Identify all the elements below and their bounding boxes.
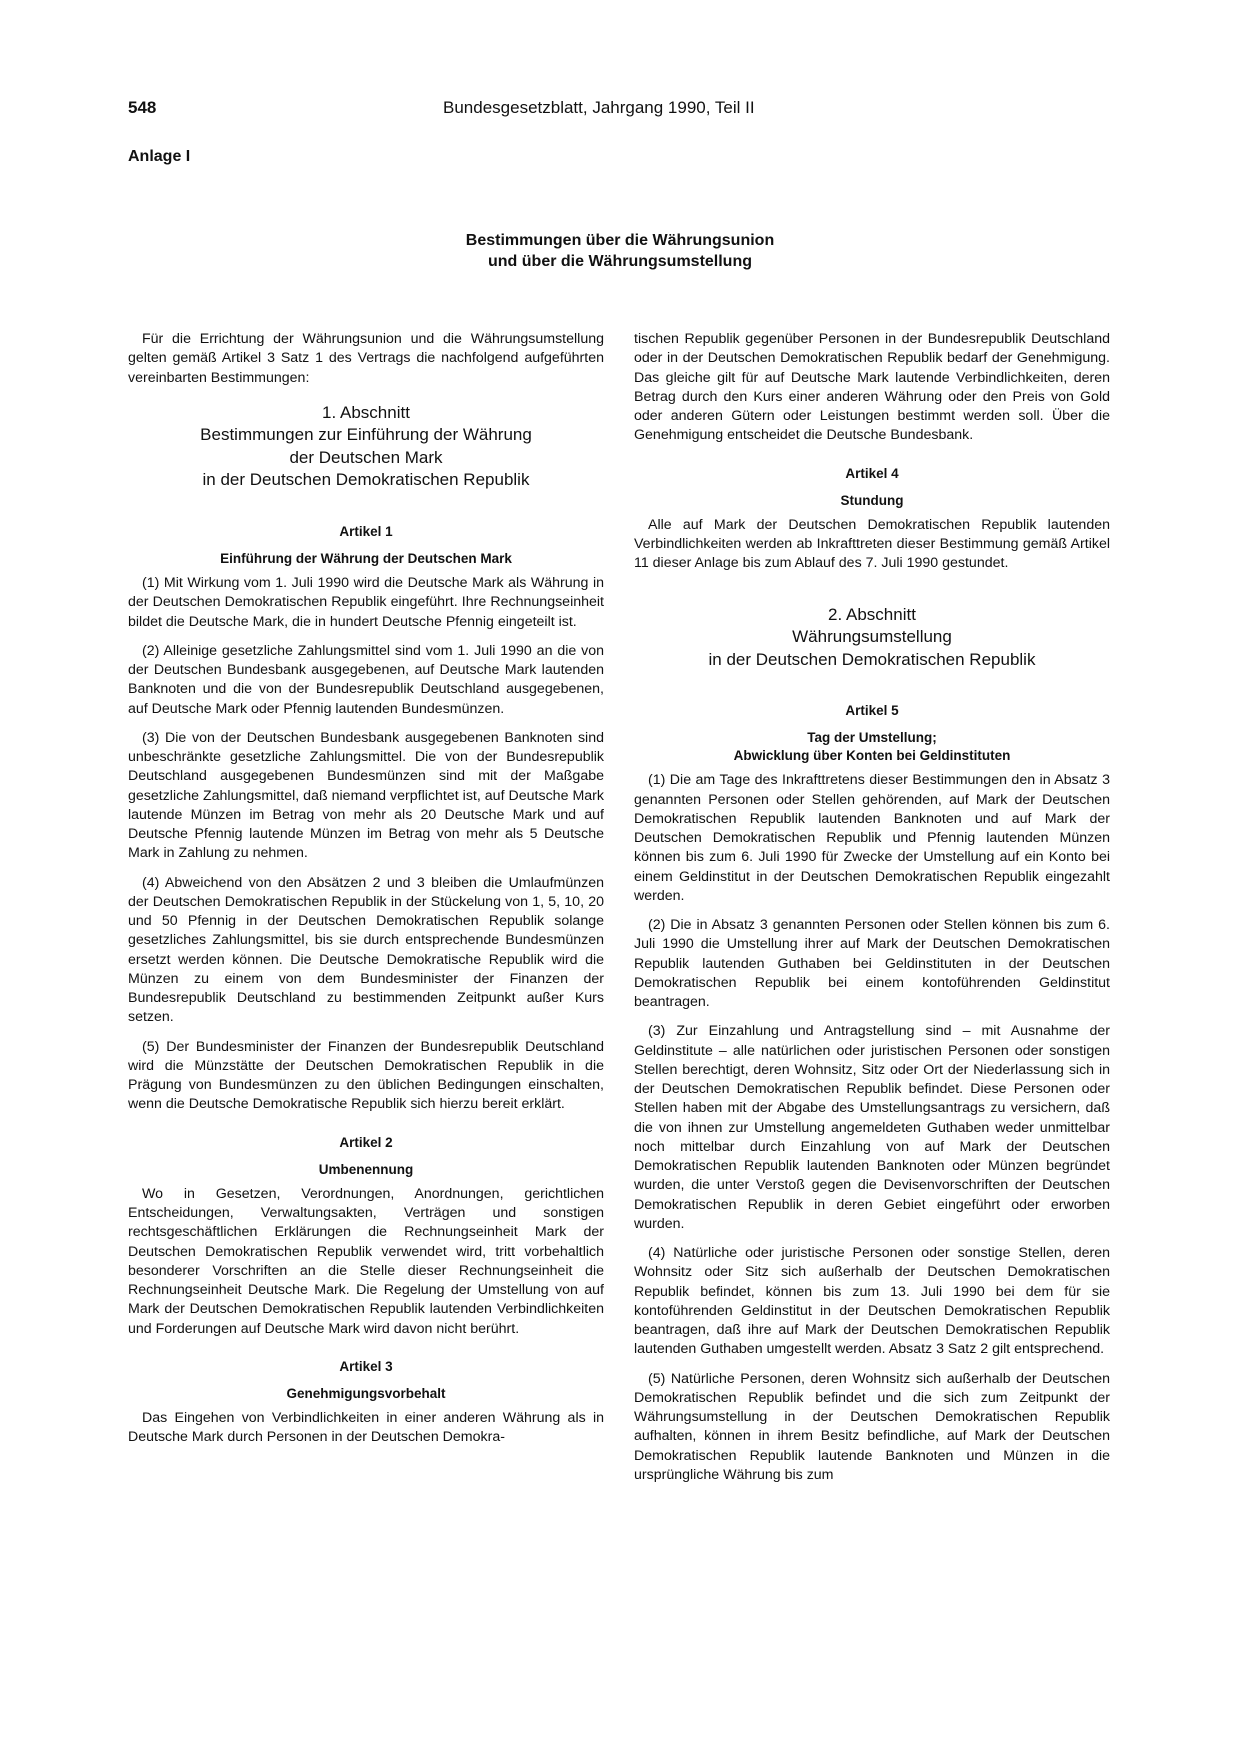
- article-1-heading: Artikel 1: [339, 523, 393, 539]
- article-4-title: Stundung: [840, 492, 904, 508]
- article-5-paragraph-5: (5) Natürliche Personen, deren Wohnsitz sich außerhalb der Deutschen Demokratischen Republik befindet und die sich zum Zeitpunkt der Währungsumstellung in der Deutschen Demokratischen Republik aufhalten, können in ihrem Besitz befindliche, auf Mark der Deutschen Demokratischen Republik lautende Banknoten und Münzen in die ursprüngliche Währung bis zum: [634, 1370, 1110, 1483]
- article-5-paragraph-1: (1) Die am Tage des Inkrafttretens dieser Bestimmungen den in Absatz 3 genannten Personen oder Stellen gehörenden, auf Mark der Deutschen Demokratischen Republik lautenden Banknoten und auf Mark der Deutschen Demokratischen Republik und Pfennig lautenden Münzen können bis zum 6. Juli 1990 für Zwecke der Umstellung auf ein Konto bei einem Geldinstitut in der Deutschen Demokratischen Republik eingezahlt werden.: [634, 772, 1110, 904]
- article-3-heading: Artikel 3: [339, 1358, 393, 1374]
- article-5-title: [634, 729, 1110, 765]
- section-2-title-line-1: Währungsumstellung: [792, 627, 952, 646]
- article-5-paragraph-3: (3) Zur Einzahlung und Antragstellung sind – mit Ausnahme der Geldinstitute – alle natürlichen oder juristischen Personen oder sonstigen Stellen berechtigt, deren Wohnsitz, Sitz oder Ort der Niederlassung sich in der Deutschen Demokratischen Republik befindet. Diese Personen oder Stellen haben mit der Abgabe des Umstellungsantrags zu versichern, daß die von ihnen zur Umstellung angemeldeten Guthaben weder unmittelbar noch mittelbar durch Einzahlung von auf Mark der Deutschen Demokratischen Republik lautenden Banknoten oder Münzen begründet wurden, die unter Verstoß gegen die Devisenvorschriften der Deutschen Demokratischen Republik in deren Gebiet eingeführt oder erworben wurden.: [634, 1023, 1110, 1232]
- section-1-title-line-2: der Deutschen Mark: [289, 447, 443, 467]
- article-2-heading: Artikel 2: [339, 1134, 393, 1150]
- article-5-title-line-2: Abwicklung über Konten bei Geldinstituten: [733, 748, 1011, 764]
- article-4-paragraph-1: Alle auf Mark der Deutschen Demokratischen Republik lautenden Verbindlichkeiten werden ab Inkrafttreten dieser Bestimmung gemäß Artikel 11 dieser Anlage bis zum Ablauf des 7. Juli 1990 gestundet.: [634, 516, 1110, 572]
- article-4-heading: Artikel 4: [845, 465, 899, 481]
- article-1-paragraph-2: (2) Alleinige gesetzliche Zahlungsmittel sind vom 1. Juli 1990 an die von der Deutschen Bundesbank ausgegebenen, auf Deutsche Mark lautenden Banknoten und die von der Bundesrepublik Deutschland ausgegebenen, auf Deutsche Mark oder Pfennig lautenden Bundesmünzen.: [128, 642, 604, 717]
- article-5-paragraph-4: (4) Natürliche oder juristische Personen oder sonstige Stellen, deren Wohnsitz oder Sitz sich außerhalb der Deutschen Demokratischen Republik befindet, können bis zum 13. Juli 1990 bei dem für sie kontoführenden Geldinstitut in der Deutschen Demokratischen Republik beantragen, daß ihre auf Mark der Deutschen Demokratischen Republik lautenden Guthaben umgestellt werden. Absatz 3 Satz 2 gilt entsprechend.: [634, 1245, 1110, 1358]
- intro-paragraph: Für die Errichtung der Währungsunion und die Währungsumstellung gelten gemäß Artikel 3 Satz 1 des Vertrags die nachfolgend aufgeführten vereinbarten Bestimmungen:: [128, 331, 604, 386]
- section-1-title-line-3: in der Deutschen Demokratischen Republik: [202, 470, 530, 490]
- left-column: [128, 330, 604, 1458]
- document-title-line-1: Bestimmungen über die Währungsunion: [465, 232, 775, 249]
- section-1-number: 1. Abschnitt: [322, 402, 410, 422]
- article-1-paragraph-4: (4) Abweichend von den Absätzen 2 und 3 bleiben die Umlaufmünzen der Deutschen Demokratischen Republik in der Stückelung von 1, 5, 10, 20 und 50 Pfennig in der Deutschen Demokratischen Republik solange gesetzliches Zahlungsmittel, bis sie durch entsprechende Bundesmünzen ersetzt werden können. Die Deutsche Demokratische Republik wird die Münzen zu einem von dem Bundesminister der Finanzen der Bundesrepublik Deutschland zu bestimmenden Zeitpunkt außer Kurs setzen.: [128, 874, 604, 1026]
- document-title: [300, 230, 940, 272]
- section-1-heading: [128, 402, 604, 492]
- anlage-label: Anlage I: [128, 148, 191, 165]
- section-1-title-line-1: Bestimmungen zur Einführung der Währung: [200, 425, 532, 445]
- article-2-paragraph-1: Wo in Gesetzen, Verordnungen, Anordnungen, gerichtlichen Entscheidungen, Verwaltungsakten, Verträgen und sonstigen rechtsgeschäftlichen Erklärungen die Rechnungseinheit Mark der Deutschen Demokratischen Republik verwendet wird, tritt vorbehaltlich besonderer Vorschriften an die Stelle dieser Rechnungseinheit die Rechnungseinheit Deutsche Mark. Die Regelung der Umstellung von auf Mark der Deutschen Demokratischen Republik lautenden Verbindlichkeiten und Forderungen auf Deutsche Mark wird davon nicht berührt.: [128, 1185, 604, 1337]
- document-title-line-2: und über die Währungsumstellung: [488, 253, 752, 270]
- article-3-title: Genehmigungsvorbehalt: [286, 1386, 446, 1401]
- running-head: Bundesgesetzblatt, Jahrgang 1990, Teil II: [443, 98, 755, 117]
- article-3-paragraph-1-start: Das Eingehen von Verbindlichkeiten in einer anderen Währung als in Deutsche Mark durch Personen in der Deutschen Demokra-: [128, 1410, 604, 1446]
- section-2-title-line-2: in der Deutschen Demokratischen Republik: [708, 649, 1036, 669]
- section-2-heading: [634, 604, 1110, 672]
- article-5-paragraph-2: (2) Die in Absatz 3 genannten Personen oder Stellen können bis zum 6. Juli 1990 die Umstellung ihrer auf Mark der Deutschen Demokratischen Republik lautenden Guthaben bei Geldinstituten in der Deutschen Demokratischen Republik bei einem kontoführenden Geldinstitut beantragen.: [634, 917, 1110, 1010]
- article-5-heading: Artikel 5: [845, 703, 899, 718]
- article-1-paragraph-1: (1) Mit Wirkung vom 1. Juli 1990 wird die Deutsche Mark als Währung in der Deutschen Demokratischen Republik eingeführt. Ihre Rechnungseinheit bildet die Deutsche Mark, die in hundert Deutsche Pfennig eingeteilt ist.: [128, 575, 604, 630]
- article-3-paragraph-1-end: tischen Republik gegenüber Personen in der Bundesrepublik Deutschland oder in der Deutschen Demokratischen Republik bedarf der Genehmigung. Das gleiche gilt für auf Deutsche Mark lautende Verbindlichkeiten, deren Betrag durch den Kurs einer anderen Währung oder den Preis von Gold oder anderen Gütern oder Leistungen bestimmt werden soll. Über die Genehmigung entscheidet die Deutsche Bundesbank.: [634, 331, 1110, 444]
- article-5-title-line-1: Tag der Umstellung;: [807, 730, 937, 746]
- article-1-title: Einführung der Währung der Deutschen Mark: [220, 551, 512, 566]
- section-2-number: 2. Abschnitt: [828, 604, 916, 624]
- article-2-title: Umbenennung: [318, 1161, 414, 1177]
- article-1-paragraph-5: (5) Der Bundesminister der Finanzen der Bundesrepublik Deutschland wird die Münzstätte der Deutschen Demokratischen Republik in die Prägung von Bundesmünzen zu den üblichen Bedingungen einschalten, wenn die Deutsche Demokratische Republik sich hierzu bereit erklärt.: [128, 1038, 604, 1113]
- page-number: 548: [128, 98, 157, 117]
- article-1-paragraph-3: (3) Die von der Deutschen Bundesbank ausgegebenen Banknoten sind unbeschränkte gesetzliche Zahlungsmittel. Die von der Bundesrepublik Deutschland ausgegebenen Bundesmünzen sind mit der Maßgabe gesetzliche Zahlungsmittel, daß niemand verpflichtet ist, auf Deutsche Mark lautende Münzen im Betrag von mehr als 20 Deutsche Mark und auf Deutsche Pfennig lautende Münzen im Betrag von mehr als 5 Deutsche Mark in Zahlung zu nehmen.: [128, 729, 604, 862]
- right-column: [634, 330, 1110, 1495]
